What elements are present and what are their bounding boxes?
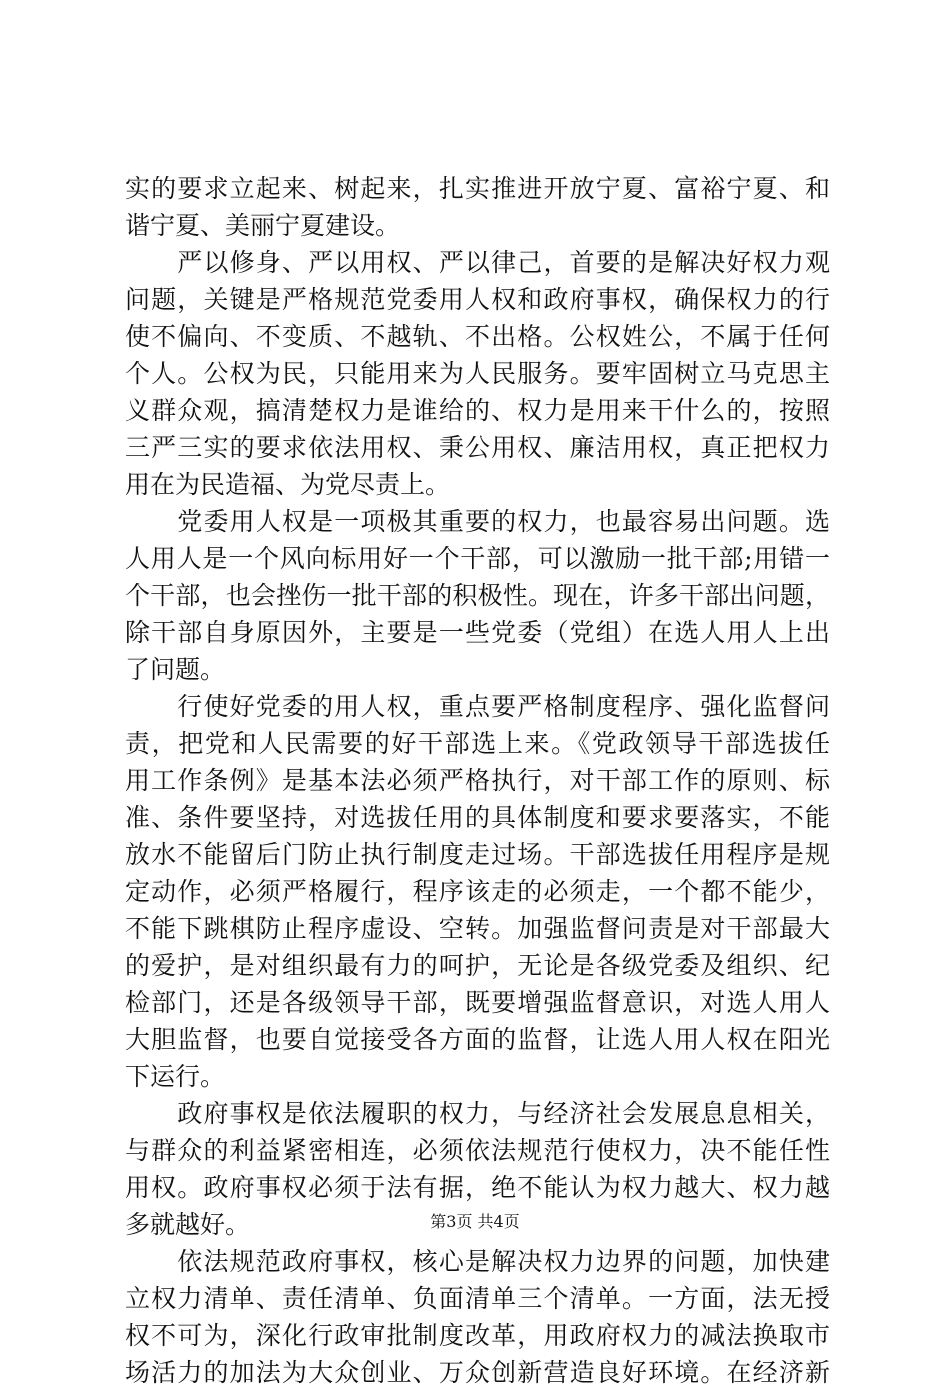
body-text bbox=[125, 170, 830, 1391]
text-line: 严以修身、严以用权、严以律己，首要的是解决好权力观 bbox=[125, 248, 830, 277]
text-line: 大胆监督，也要自觉接受各方面的监督，让选人用人权在阳光 bbox=[125, 1025, 830, 1054]
text-line: 除干部自身原因外，主要是一些党委（党组）在选人用人上出 bbox=[125, 618, 830, 647]
text-line: 个干部，也会挫伤一批干部的积极性。现在，许多干部出问题， bbox=[125, 581, 830, 610]
text-line: 政府事权是依法履职的权力，与经济社会发展息息相关， bbox=[125, 1099, 830, 1128]
text-line: 义群众观，搞清楚权力是谁给的、权力是用来干什么的，按照 bbox=[125, 396, 830, 425]
text-line: 场活力的加法为大众创业、万众创新营造良好环境。在经济新 bbox=[125, 1358, 830, 1387]
text-line: 定动作，必须严格履行，程序该走的必须走，一个都不能少， bbox=[125, 877, 830, 906]
text-line: 个人。公权为民，只能用来为人民服务。要牢固树立马克思主 bbox=[125, 359, 830, 388]
text-line: 的爱护，是对组织最有力的呵护，无论是各级党委及组织、纪 bbox=[125, 951, 830, 980]
text-line: 用在为民造福、为党尽责上。 bbox=[125, 470, 451, 499]
text-line: 用权。政府事权必须于法有据，绝不能认为权力越大、权力越 bbox=[125, 1173, 830, 1202]
text-line: 问题，关键是严格规范党委用人权和政府事权，确保权力的行 bbox=[125, 285, 830, 314]
text-line: 用工作条例》是基本法必须严格执行，对干部工作的原则、标 bbox=[125, 766, 830, 795]
page-footer: 第3页 共4页 bbox=[430, 1212, 520, 1231]
text-line: 责，把党和人民需要的好干部选上来。《党政领导干部选拔任 bbox=[125, 729, 830, 758]
text-line: 下运行。 bbox=[125, 1062, 226, 1091]
text-line: 谐宁夏、美丽宁夏建设。 bbox=[125, 211, 401, 240]
text-line: 党委用人权是一项极其重要的权力，也最容易出问题。选 bbox=[125, 507, 830, 536]
text-line: 放水不能留后门防止执行制度走过场。干部选拔任用程序是规 bbox=[125, 840, 830, 869]
text-line: 三严三实的要求依法用权、秉公用权、廉洁用权，真正把权力 bbox=[125, 433, 830, 462]
text-line: 权不可为，深化行政审批制度改革，用政府权力的减法换取市 bbox=[125, 1321, 830, 1350]
text-line: 行使好党委的用人权，重点要严格制度程序、强化监督问 bbox=[125, 692, 830, 721]
text-line: 多就越好。 bbox=[125, 1210, 251, 1239]
text-line: 准、条件要坚持，对选拔任用的具体制度和要求要落实，不能 bbox=[125, 803, 830, 832]
text-line: 实的要求立起来、树起来，扎实推进开放宁夏、富裕宁夏、和 bbox=[125, 174, 830, 203]
text-line: 使不偏向、不变质、不越轨、不出格。公权姓公，不属于任何 bbox=[125, 322, 830, 351]
text-line: 不能下跳棋防止程序虚设、空转。加强监督问责是对干部最大 bbox=[125, 914, 830, 943]
text-line: 与群众的利益紧密相连，必须依法规范行使权力，决不能任性 bbox=[125, 1136, 830, 1165]
text-line: 依法规范政府事权，核心是解决权力边界的问题，加快建 bbox=[125, 1247, 830, 1276]
text-line: 检部门，还是各级领导干部，既要增强监督意识，对选人用人 bbox=[125, 988, 830, 1017]
text-line: 立权力清单、责任清单、负面清单三个清单。一方面，法无授 bbox=[125, 1284, 830, 1313]
text-line: 了问题。 bbox=[125, 655, 226, 684]
text-line: 人用人是一个风向标用好一个干部，可以激励一批干部;用错一 bbox=[125, 544, 830, 573]
